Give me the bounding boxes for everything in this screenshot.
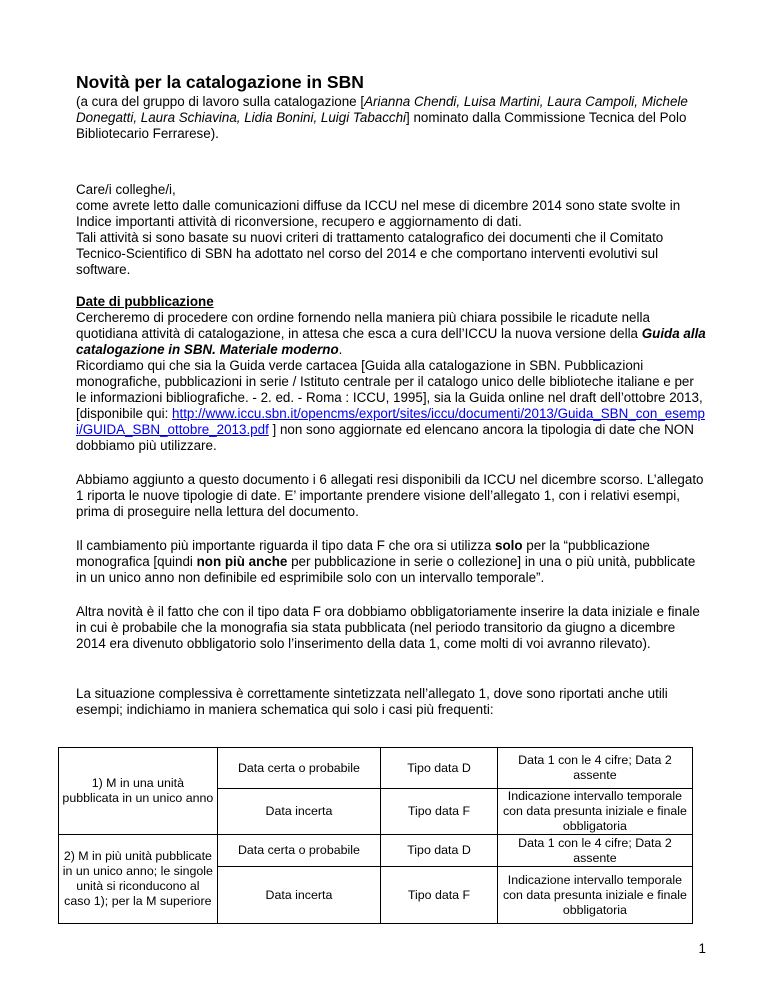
document-title: Novità per la catalogazione in SBN <box>76 72 364 92</box>
paragraph-3-end: . <box>338 342 343 357</box>
paragraph-6-text: Il cambiamento più importante riguarda il tipo data F che ora si utilizza <box>76 538 496 553</box>
paragraph-2: Tali attività si sono basate su nuovi criteri di trattamento catalografico dei documenti che il Comitato Tecnico-Scientifico di SBN ha adottato nel corso del 2014 e che comportano interventi evolutivi sul software. <box>76 230 664 277</box>
emphasis-non-piu-anche: non più anche <box>196 554 288 569</box>
paragraph-3 <box>76 310 706 358</box>
date-kind-cell: Data incerta <box>217 789 380 835</box>
note-cell: Indicazione intervallo temporale con data presunta iniziale e finale obbligatoria <box>497 867 692 924</box>
paragraph-5: Abbiamo aggiunto a questo documento i 6 allegati resi disponibili da ICCU nel dicembre scorso. L’allegato 1 riporta le nuove tipologie di date. E’ importante prendere visione dell’allegato 1, con i relativi esempi, prima di proseguire nella lettura del documento. <box>76 472 704 519</box>
case-cell: 2) M in più unità pubblicate in un unico anno; le singole unità si riconducono al caso 1); per la M superiore <box>59 835 218 924</box>
paragraph-1: come avrete letto dalle comunicazioni diffuse da ICCU nel mese di dicembre 2014 sono state svolte in Indice importanti attività di riconversione, recupero e aggiornamento di dati. <box>76 198 681 229</box>
paragraph-4-end: ] non sono aggiornate ed elencano ancora la tipologia di date che NON dobbiamo più utilizzare. <box>76 422 694 453</box>
note-cell: Data 1 con le 4 cifre; Data 2 assente <box>497 748 692 789</box>
authors-note-post: ] nominato dalla Commissione Tecnica del Polo Bibliotecario Ferrarese). <box>76 110 687 141</box>
case-cell: 1) M in una unità pubblicata in un unico anno <box>59 748 218 835</box>
paragraph-8: La situazione complessiva è correttamente sintetizzata nell’allegato 1, dove sono riportati anche utili esempi; indichiamo in maniera schematica qui solo i casi più frequenti: <box>76 686 668 717</box>
authors-note-pre: (a cura del gruppo di lavoro sulla catalogazione [ <box>76 94 365 109</box>
paragraph-6-mid: per la “pubblicazione monografica [quindi <box>76 538 650 569</box>
section-heading <box>76 294 706 310</box>
date-type-cell: Tipo data F <box>381 789 498 835</box>
paragraph-7: Altra novità è il fatto che con il tipo data F ora dobbiamo obbligatoriamente inserire la data iniziale e finale in cui è probabile che la monografia sia stata pubblicata (nel periodo transitorio da giugno a dicembre 2014 era divenuto obbligatorio solo l’inserimento della data 1, come molti di voi avranno rilevato). <box>76 604 700 651</box>
emphasis-solo: solo <box>495 538 523 553</box>
paragraph-6-end: per pubblicazione in serie o collezione] in una o più unità, pubblicate in un unico anno non definibile ed esprimibile solo con un intervallo temporale”. <box>76 554 696 585</box>
date-kind-cell: Data incerta <box>217 867 380 924</box>
authors-names: Arianna Chendi, Luisa Martini, Laura Campoli, Michele Donegatti, Laura Schiavina, Lidia Bonini, Luigi Tabacchi <box>76 94 688 125</box>
date-type-cell: Tipo data F <box>381 867 498 924</box>
paragraph-4 <box>76 358 706 454</box>
document-page <box>76 72 706 718</box>
date-type-cell: Tipo data D <box>381 748 498 789</box>
table-row <box>59 748 693 789</box>
guide-link[interactable]: http://www.iccu.sbn.it/opencms/export/sites/iccu/documenti/2013/Guida_SBN_con_esempi/GUIDA_SBN_ottobre_2013.pdf <box>76 406 705 437</box>
paragraph-3-text: Cercheremo di procedere con ordine fornendo nella maniera più chiara possibile le ricadute nella quotidiana attività di catalogazione, in attesa che esca a cura dell’ICCU la nuova versione della <box>76 310 650 341</box>
paragraph-6 <box>76 538 706 586</box>
date-kind-cell: Data certa o probabile <box>217 748 380 789</box>
section-heading-text: Date di pubblicazione <box>76 294 214 309</box>
guide-title: Guida alla catalogazione in SBN. Materiale moderno <box>76 326 706 357</box>
date-type-cell: Tipo data D <box>381 835 498 867</box>
note-cell: Data 1 con le 4 cifre; Data 2 assente <box>497 835 692 867</box>
authors-note <box>76 94 706 142</box>
table-row <box>59 835 693 867</box>
greeting: Care/i colleghe/i, <box>76 182 176 197</box>
date-kind-cell: Data certa o probabile <box>217 835 380 867</box>
note-cell: Indicazione intervallo temporale con data presunta iniziale e finale obbligatoria <box>497 789 692 835</box>
page-number: 1 <box>698 941 706 956</box>
paragraph-4-text: Ricordiamo qui che sia la Guida verde cartacea [Guida alla catalogazione in SBN. Pubblicazioni monografiche, pubblicazioni in serie / Istituto centrale per il catalogo unico delle biblioteche italiane e per le informazioni bibliografiche. - 2. ed. - Roma : ICCU, 1995], sia la Guida online nel draft dell’ottobre 2013, [disponibile qui: <box>76 358 703 421</box>
date-types-table <box>58 747 693 924</box>
